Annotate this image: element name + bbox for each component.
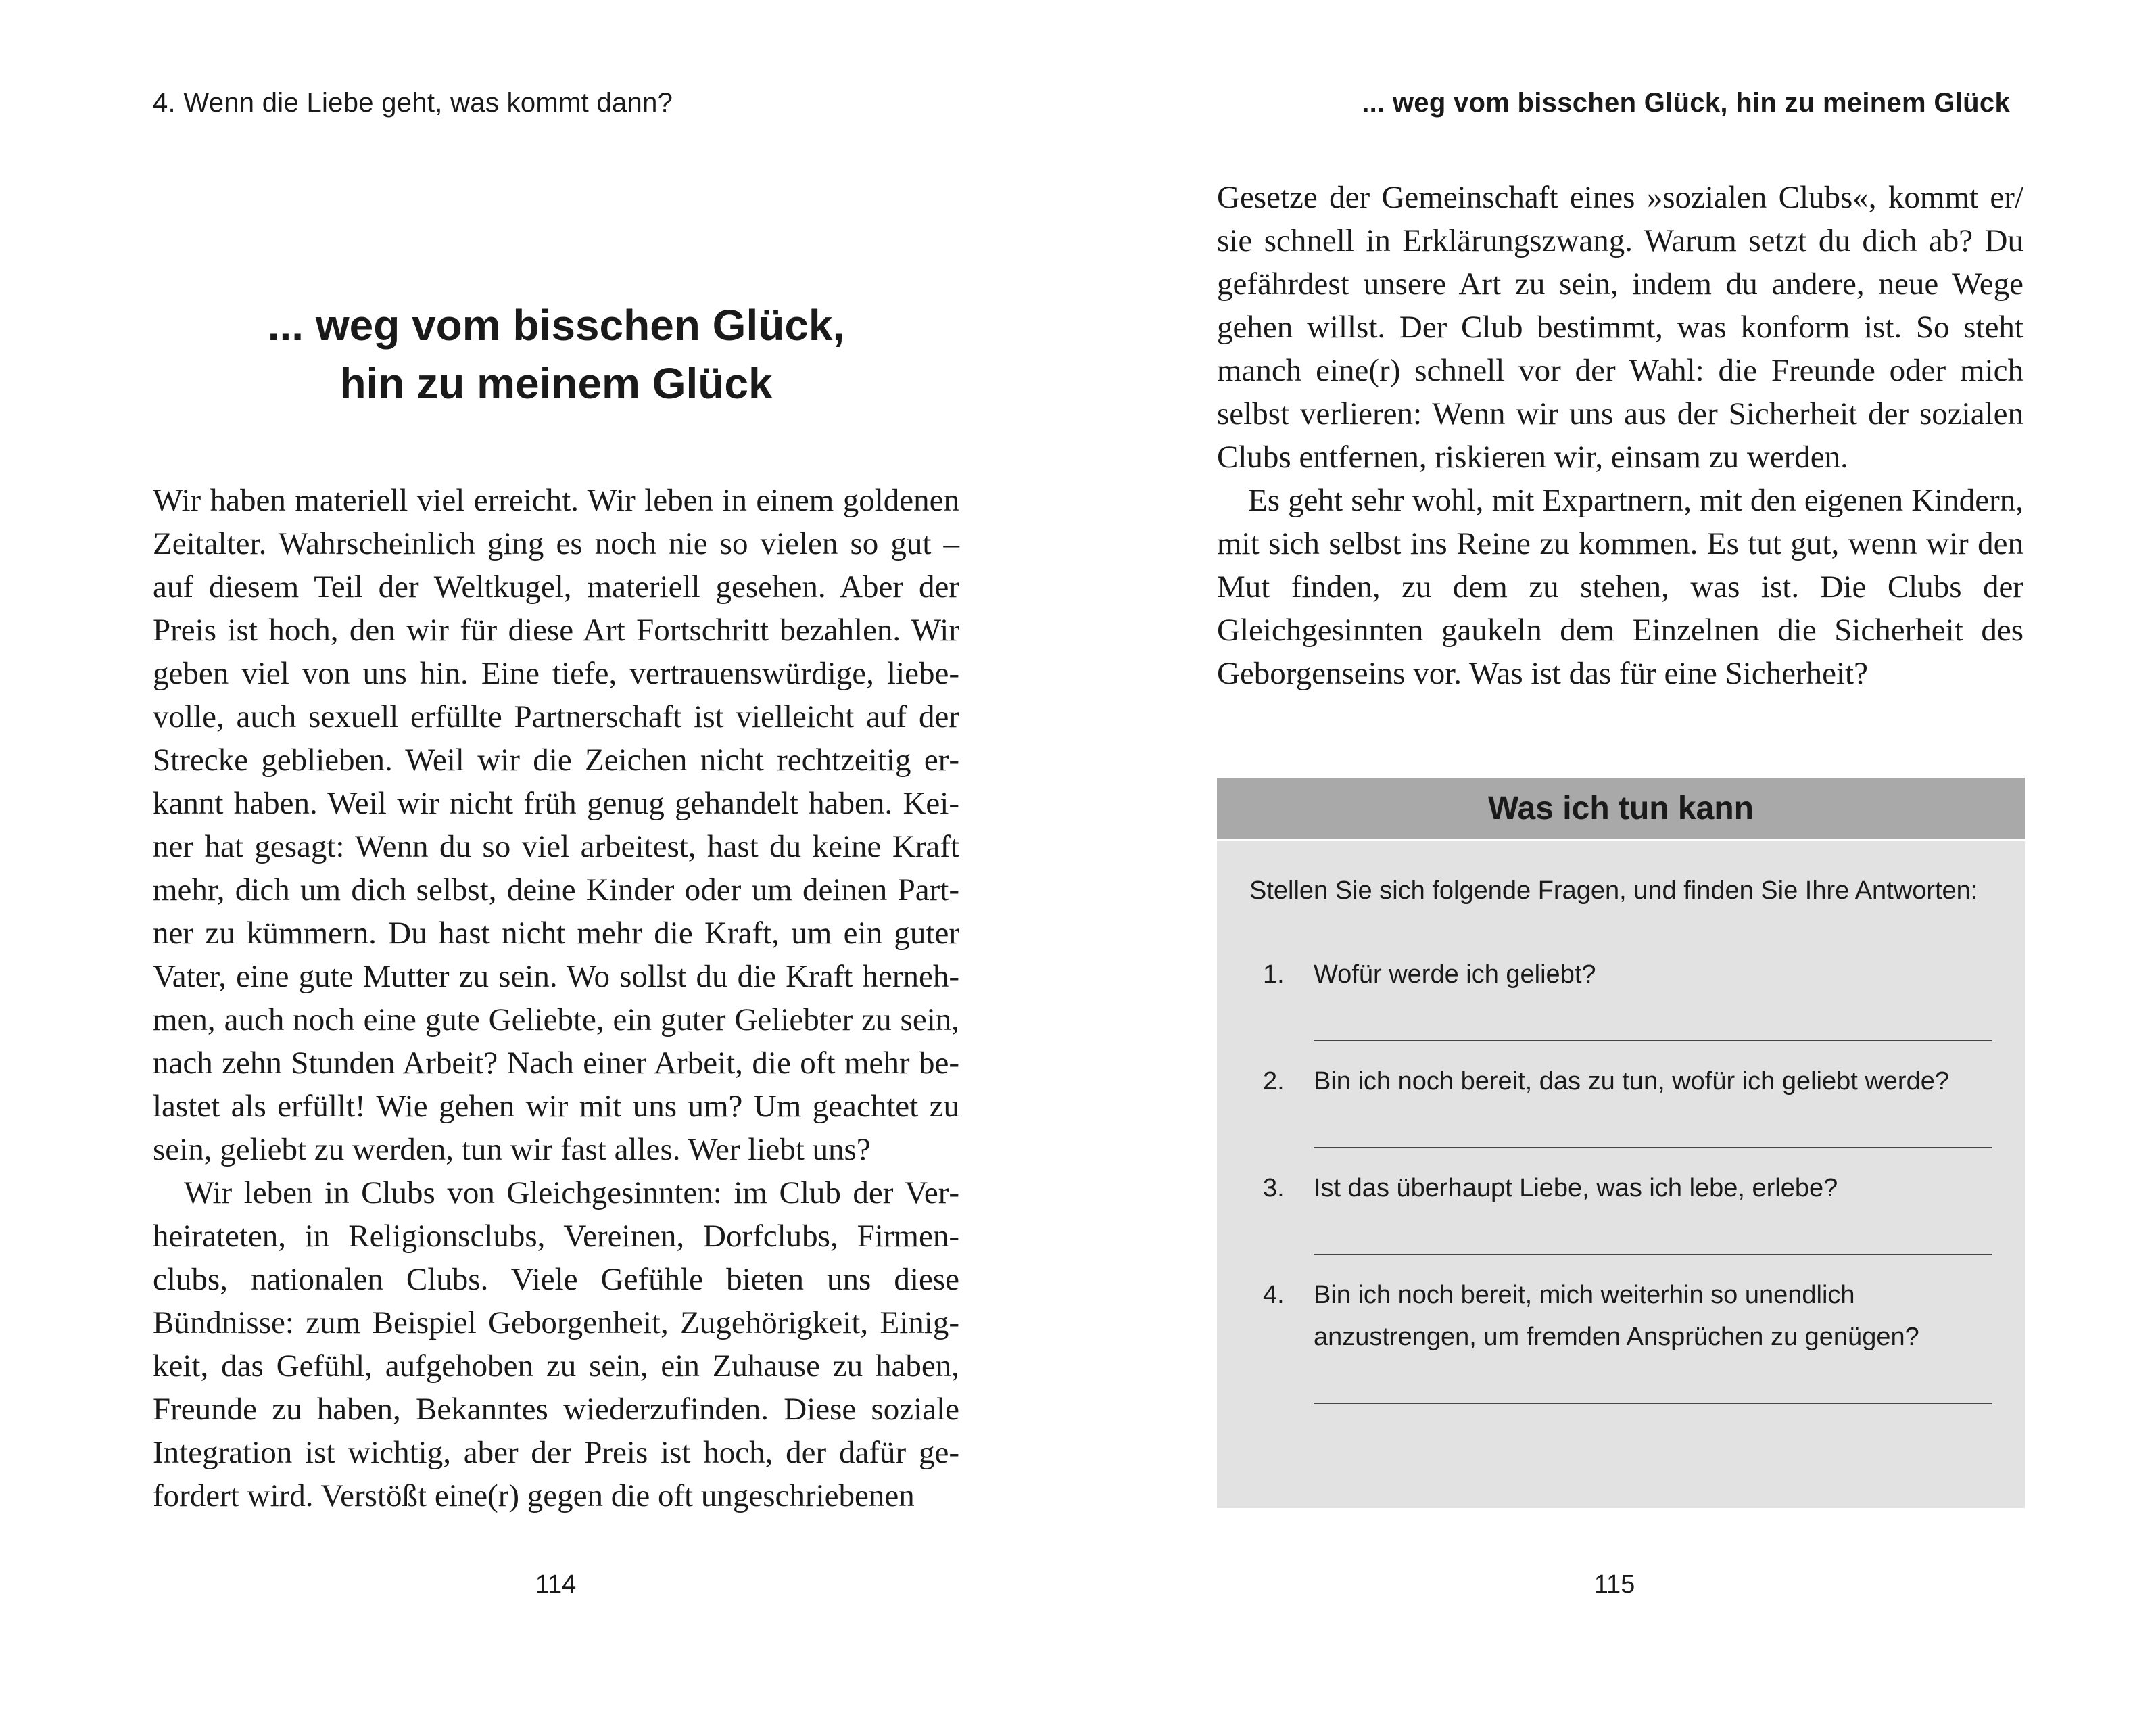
question-text: Bin ich noch bereit, das zu tun, wofür ich geliebt werde?: [1314, 1067, 1949, 1096]
answer-line[interactable]: [1314, 1147, 1992, 1148]
right-page: [1078, 0, 2155, 1717]
question-number: 1.: [1263, 960, 1285, 989]
exercise-box-heading: Was ich tun kann: [1217, 778, 2025, 841]
chapter-title-line-1: ... weg vom bisschen Glück,: [267, 301, 845, 350]
exercise-box-intro: Stellen Sie sich folgende Fragen, und finden Sie Ihre Antworten:: [1249, 876, 1978, 905]
question-text: Bin ich noch bereit, mich weiterhin so unendlich anzustrengen, um fremden Ansprüchen zu genügen?: [1314, 1281, 1919, 1351]
page-number-left: 114: [535, 1570, 577, 1599]
question-number: 4.: [1263, 1281, 1285, 1309]
paragraph: Gesetze der Gemeinschaft eines »sozialen Clubs«, kommt er/ sie schnell in Erklärungszwang. Warum setzt du dich ab? Du gefährdest unsere Art zu sein, indem du andere, neue Wege gehen willst. Der Club bestimmt, was konform ist. So steht manch eine(r) schnell vor der Wahl: die Freunde oder mich selbst verlieren: Wenn wir uns aus der Sicherheit der sozialen Clubs entfernen, riskieren wir, einsam zu werden.: [1217, 180, 2023, 475]
chapter-title-line-2: hin zu meinem Glück: [339, 359, 773, 408]
paragraph: Wir haben materiell viel erreicht. Wir leben in einem goldenen Zeitalter. Wahrscheinlich ging es noch nie so vielen so gut – auf diesem Teil der Weltkugel, materiell gesehen. Aber der Preis ist hoch, den wir für diese Art Fortschritt bezahlen. Wir geben viel von uns hin. Eine tiefe, vertrauenswürdige, liebevolle, auch sexuell erfüllte Partnerschaft ist vielleicht auf der Strecke geblieben. Weil wir die Zeichen nicht rechtzeitig erkannt haben. Weil wir nicht früh genug gehandelt haben. Keiner hat gesagt: Wenn du so viel arbeitest, hast du keine Kraft mehr, dich um dich selbst, deine Kinder oder um deinen Partner zu kümmern. Du hast nicht mehr die Kraft, um ein guter Vater, eine gute Mutter zu sein. Wo sollst du die Kraft hernehmen, auch noch eine gute Geliebte, ein guter Geliebter zu sein, nach zehn Stunden Arbeit? Nach einer Arbeit, die oft mehr belastet als erfüllt! Wie gehen wir mit uns um? Um geachtet zu sein, geliebt zu werden, tun wir fast alles. Wer liebt uns?: [153, 483, 959, 1167]
chapter-title: [153, 296, 959, 413]
question-text: Ist das überhaupt Liebe, was ich lebe, erlebe?: [1314, 1174, 1838, 1202]
paragraph: Es geht sehr wohl, mit Expartnern, mit den eigenen Kindern, mit sich selbst ins Reine zu kommen. Es tut gut, wenn wir den Mut finden, zu dem zu stehen, was ist. Die Clubs der Gleichgesinnten gaukeln dem Einzelnen die Sicherheit des Geborgenseins vor. Was ist das für eine Sicherheit?: [1217, 483, 2023, 691]
running-head-left: 4. Wenn die Liebe geht, was kommt dann?: [153, 88, 673, 118]
answer-line[interactable]: [1314, 1403, 1992, 1404]
question-number: 2.: [1263, 1067, 1285, 1096]
paragraph: Wir leben in Clubs von Gleichgesinnten: im Club der Verheirateten, in Religionsclubs, Vereinen, Dorfclubs, Firmenclubs, nationalen Clubs. Viele Gefühle bieten uns diese Bündnisse: zum Beispiel Geborgenheit, Zugehörigkeit, Einigkeit, das Gefühl, aufgehoben zu sein, ein Zuhause zu haben, Freunde zu haben, Bekanntes wiederzufinden. Diese soziale Integration ist wichtig, aber der Preis ist hoch, der dafür gefordert wird. Verstößt eine(r) gegen die oft ungeschriebenen: [153, 1175, 959, 1513]
answer-line[interactable]: [1314, 1254, 1992, 1255]
page-number-right: 115: [1594, 1570, 1635, 1599]
answer-line[interactable]: [1314, 1040, 1992, 1041]
exercise-box: [1217, 778, 2025, 1508]
question-text: Wofür werde ich geliebt?: [1314, 960, 1596, 989]
question-number: 3.: [1263, 1174, 1285, 1202]
body-text-left: [153, 479, 959, 1518]
body-text-right: [1217, 176, 2023, 695]
running-head-right: ... weg vom bisschen Glück, hin zu meinem Glück: [1362, 88, 2010, 118]
